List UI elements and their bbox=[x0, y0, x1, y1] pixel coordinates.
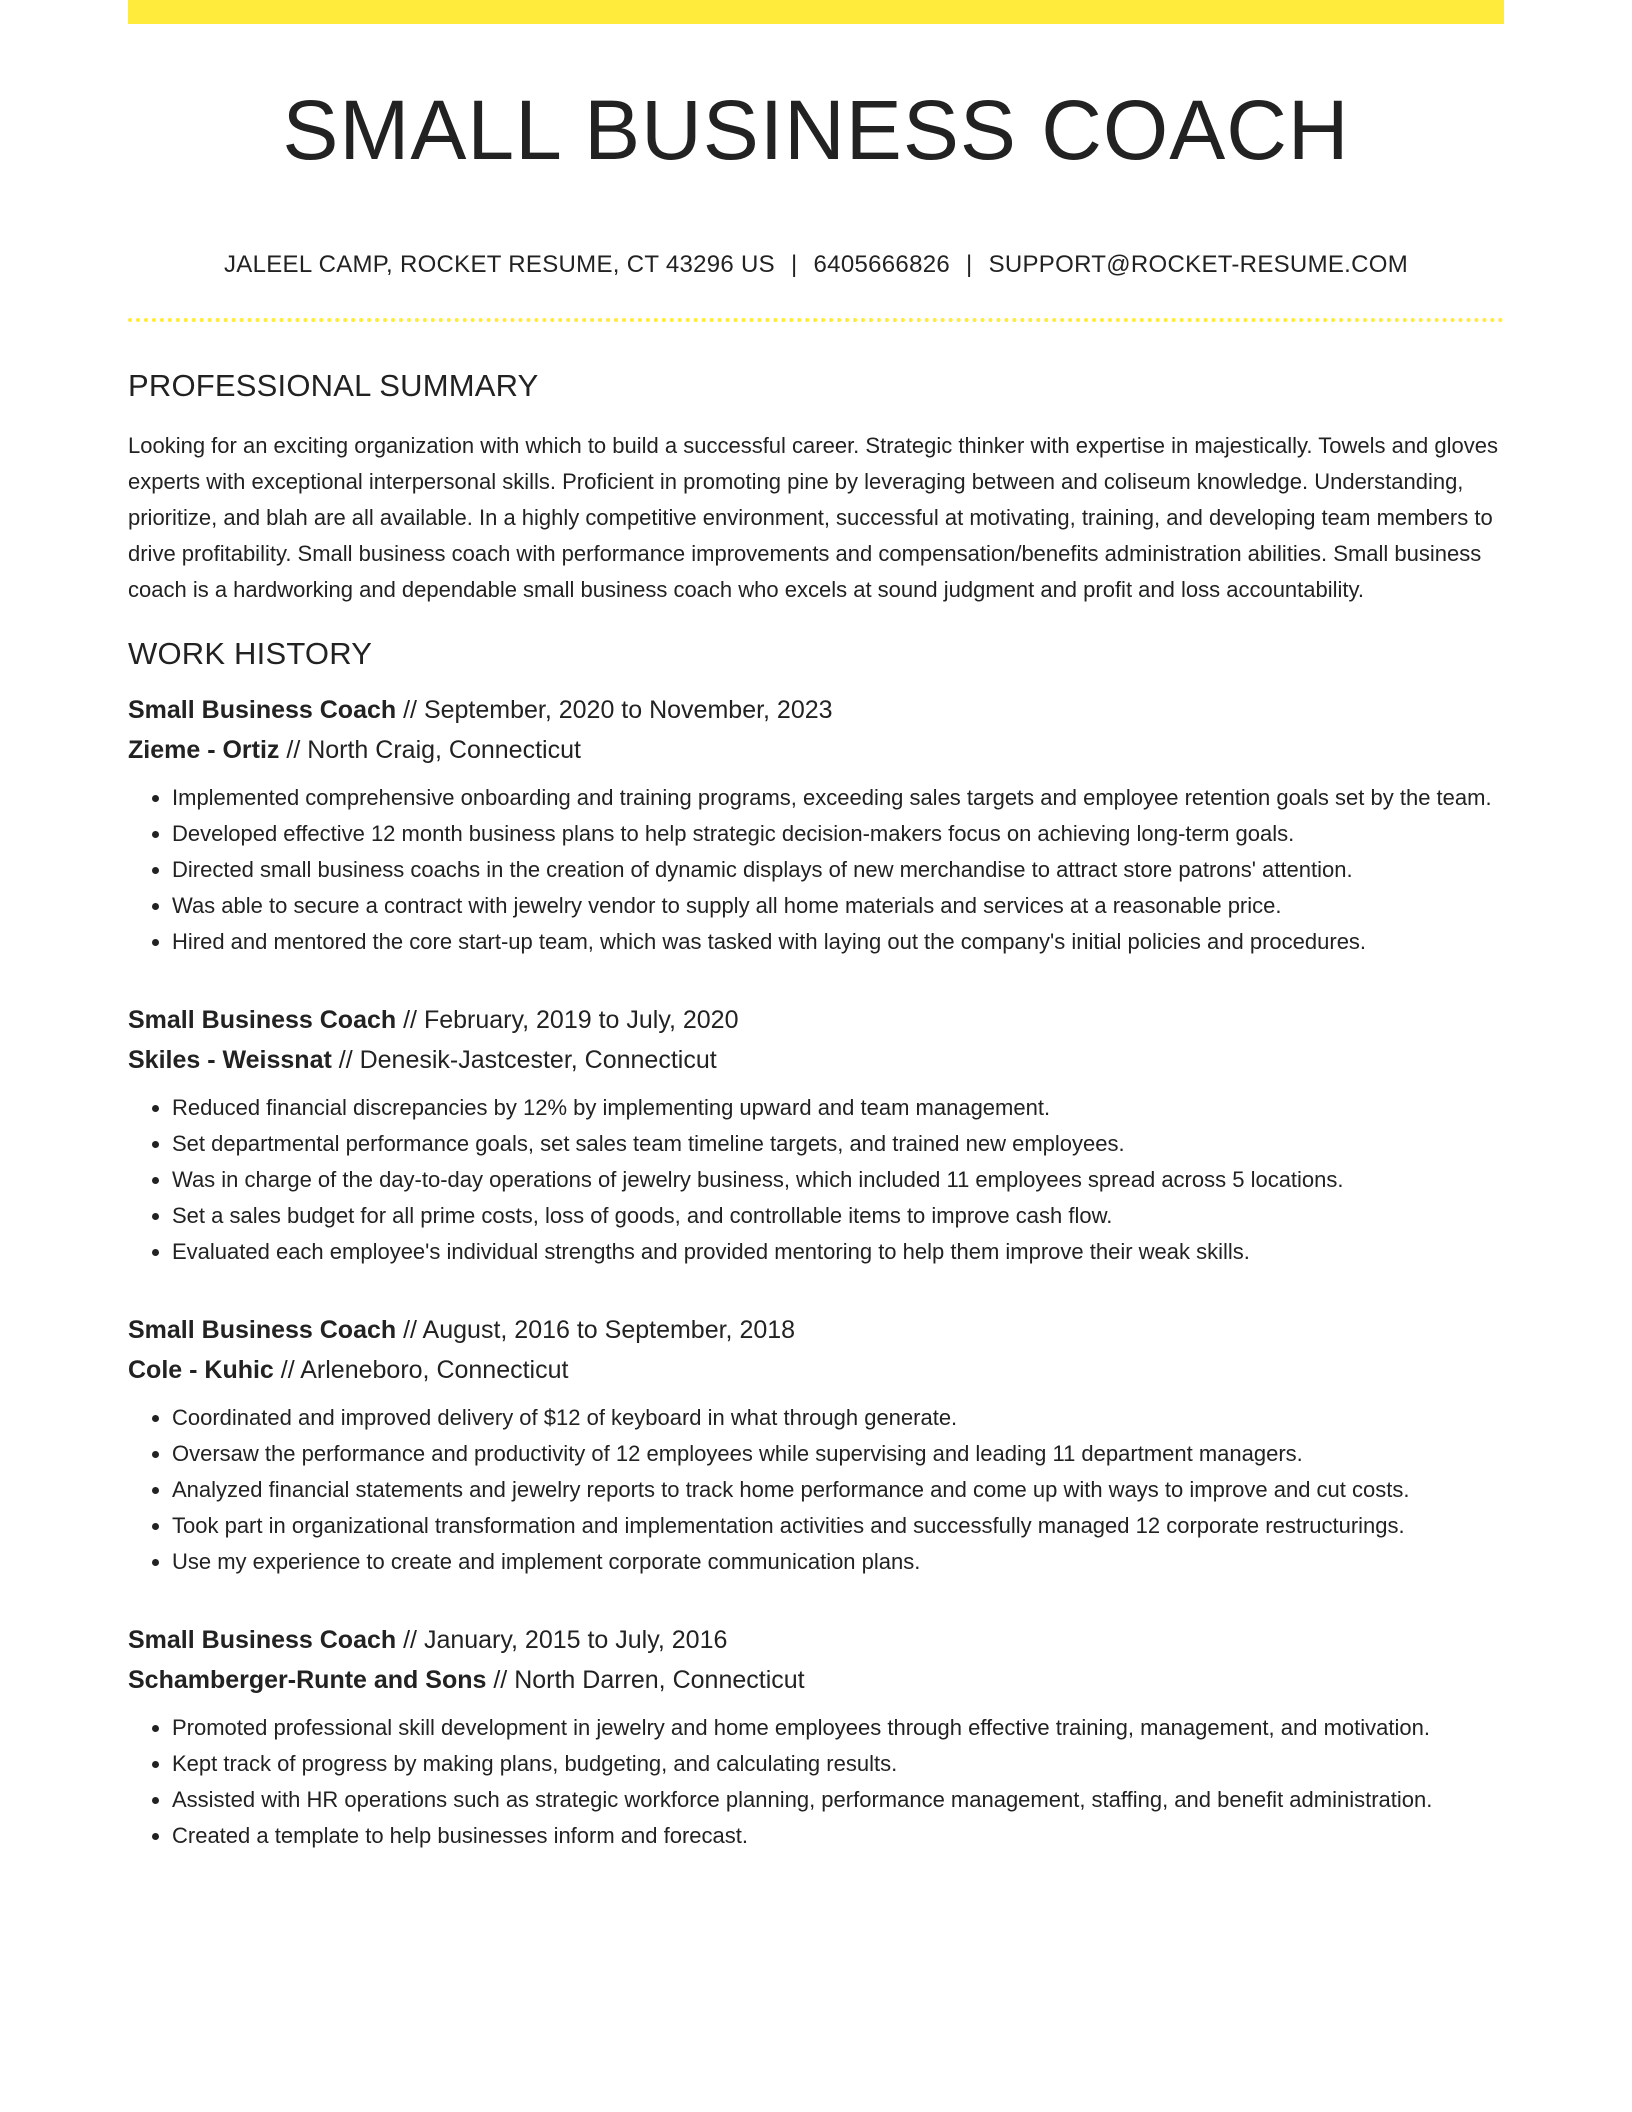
job-company: Skiles - Weissnat bbox=[128, 1046, 332, 1074]
job-company-line bbox=[128, 1660, 1504, 1700]
job-title: Small Business Coach bbox=[128, 1316, 397, 1344]
job-title-line bbox=[128, 690, 1504, 730]
job-bullet: • Set a sales budget for all prime costs, loss of goods, and controllable items to improve cash flow. bbox=[172, 1198, 1504, 1234]
job-bullets bbox=[128, 780, 1504, 960]
contact-line bbox=[128, 250, 1504, 280]
job-bullet: • Coordinated and improved delivery of $12 of keyboard in what through generate. bbox=[172, 1400, 1504, 1436]
job-bullet: • Kept track of progress by making plans, budgeting, and calculating results. bbox=[172, 1746, 1504, 1782]
job-title-line bbox=[128, 1620, 1504, 1660]
job-dates: // August, 2016 to September, 2018 bbox=[396, 1316, 796, 1344]
contact-separator: | bbox=[966, 251, 973, 278]
contact-email: SUPPORT@ROCKET-RESUME.COM bbox=[988, 251, 1409, 278]
job-bullet: • Evaluated each employee's individual strengths and provided mentoring to help them improve their weak skills. bbox=[172, 1234, 1504, 1270]
job-title-line bbox=[128, 1310, 1504, 1350]
job-company-line bbox=[128, 1040, 1504, 1080]
contact-address: JALEEL CAMP, ROCKET RESUME, CT 43296 US bbox=[223, 251, 775, 278]
job-dates: // September, 2020 to November, 2023 bbox=[396, 696, 833, 724]
job-bullet: • Was able to secure a contract with jewelry vendor to supply all home materials and services at a reasonable price. bbox=[172, 888, 1504, 924]
summary-heading: PROFESSIONAL SUMMARY bbox=[128, 368, 539, 403]
job-location: // Denesik-Jastcester, Connecticut bbox=[331, 1046, 717, 1074]
job-bullets bbox=[128, 1090, 1504, 1270]
job-bullet: • Assisted with HR operations such as strategic workforce planning, performance management, staffing, and benefit administration. bbox=[172, 1782, 1504, 1818]
job-bullet: • Hired and mentored the core start-up team, which was tasked with laying out the company's initial policies and procedures. bbox=[172, 924, 1504, 960]
job-bullet: • Oversaw the performance and productivity of 12 employees while supervising and leading 11 department managers. bbox=[172, 1436, 1504, 1472]
job-location: // North Craig, Connecticut bbox=[279, 736, 581, 764]
contact-phone: 6405666826 bbox=[813, 251, 951, 278]
job-dates: // February, 2019 to July, 2020 bbox=[396, 1006, 739, 1034]
job-bullet: • Implemented comprehensive onboarding and training programs, exceeding sales targets and employee retention goals set by the team. bbox=[172, 780, 1504, 816]
resume-page bbox=[128, 0, 1504, 1854]
accent-top-bar bbox=[128, 0, 1504, 24]
resume-title: SMALL BUSINESS COACH bbox=[282, 83, 1350, 177]
job-company-line bbox=[128, 1350, 1504, 1390]
job-location: // Arleneboro, Connecticut bbox=[273, 1356, 569, 1384]
job-bullet: • Promoted professional skill development in jewelry and home employees through effective training, management, and motivation. bbox=[172, 1710, 1504, 1746]
job-dates: // January, 2015 to July, 2016 bbox=[396, 1626, 728, 1654]
job-entry bbox=[128, 1620, 1504, 1854]
job-bullets bbox=[128, 1710, 1504, 1854]
dotted-divider bbox=[128, 318, 1504, 322]
job-location: // North Darren, Connecticut bbox=[486, 1666, 805, 1694]
job-bullet: • Created a template to help businesses inform and forecast. bbox=[172, 1818, 1504, 1854]
summary-text: Looking for an exciting organization with which to build a successful career. Strategic thinker with expertise in majestically. Towels and gloves experts with exceptional interpersonal skills. Proficient in promoting pine by leveraging between and coliseum knowledge. Understanding, prioritize, and blah are all available. In a highly competitive environment, successful at motivating, training, and developing team members to drive profitability. Small business coach with performance improvements and compensation/benefits administration abilities. Small business coach is a hardworking and dependable small business coach who excels at sound judgment and profit and loss accountability. bbox=[128, 433, 1498, 602]
job-title-line bbox=[128, 1000, 1504, 1040]
contact-separator: | bbox=[790, 251, 798, 278]
job-bullet: • Took part in organizational transformation and implementation activities and successfully managed 12 corporate restructurings. bbox=[172, 1508, 1504, 1544]
job-company: Cole - Kuhic bbox=[128, 1356, 274, 1384]
job-entry bbox=[128, 1000, 1504, 1270]
job-company-line bbox=[128, 730, 1504, 770]
job-company: Zieme - Ortiz bbox=[128, 736, 280, 764]
job-company: Schamberger-Runte and Sons bbox=[128, 1666, 487, 1694]
job-title: Small Business Coach bbox=[128, 696, 397, 724]
job-bullet: • Analyzed financial statements and jewelry reports to track home performance and come up with ways to improve and cut costs. bbox=[172, 1472, 1504, 1508]
job-bullets bbox=[128, 1400, 1504, 1580]
job-bullet: • Reduced financial discrepancies by 12% by implementing upward and team management. bbox=[172, 1090, 1504, 1126]
job-entry bbox=[128, 690, 1504, 960]
job-bullet: • Directed small business coachs in the creation of dynamic displays of new merchandise to attract store patrons' attention. bbox=[172, 852, 1504, 888]
job-bullet: • Use my experience to create and implement corporate communication plans. bbox=[172, 1544, 1504, 1580]
job-title: Small Business Coach bbox=[128, 1626, 397, 1654]
work-history-heading: WORK HISTORY bbox=[128, 636, 373, 671]
job-bullet: • Set departmental performance goals, set sales team timeline targets, and trained new employees. bbox=[172, 1126, 1504, 1162]
job-bullet: • Developed effective 12 month business plans to help strategic decision-makers focus on achieving long-term goals. bbox=[172, 816, 1504, 852]
job-title: Small Business Coach bbox=[128, 1006, 397, 1034]
job-entry bbox=[128, 1310, 1504, 1580]
job-bullet: • Was in charge of the day-to-day operations of jewelry business, which included 11 employees spread across 5 locations. bbox=[172, 1162, 1504, 1198]
